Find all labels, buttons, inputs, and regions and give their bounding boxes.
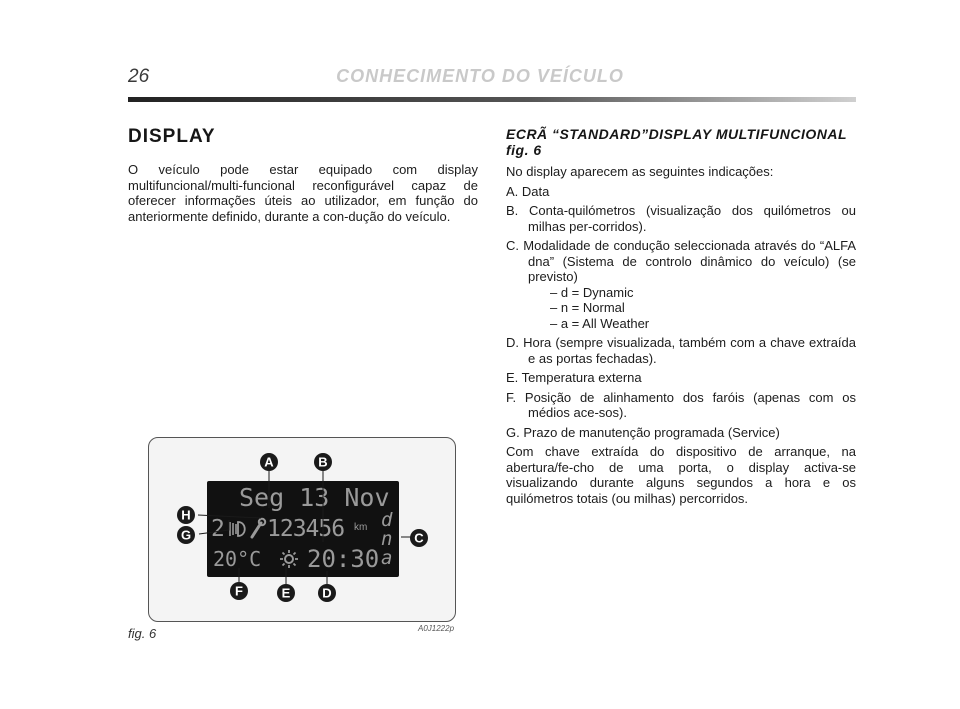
subsection-title-line1: ECRÃ “STANDARD”DISPLAY MULTIFUNCIONAL: [506, 126, 848, 142]
subsection-title: [506, 126, 856, 158]
lcd-date: Seg 13 Nov: [239, 483, 390, 512]
indication-list: [506, 184, 856, 441]
intro-paragraph: O veículo pode estar equipado com display multifuncional/multi-funcional reconfigurável capaz de oferecer informações úteis ao utilizador, em função do anteriormente definido, durante a con-dução do veículo.: [128, 162, 478, 224]
callout-e-label: E: [281, 585, 291, 601]
callout-f-label: F: [235, 583, 243, 599]
list-item-b: B. Conta-quilómetros (visualização dos quilómetros ou milhas per-corridos).: [506, 203, 856, 234]
closing-paragraph: Com chave extraída do dispositivo de arranque, na abertura/fe-cho de uma porta, o display activa-se visualizando durante alguns segundos a hora e os quilómetros totais (ou milhas) percorridos.: [506, 444, 856, 506]
lcd-odometer-unit: km: [354, 522, 368, 533]
callout-d-label: D: [322, 585, 332, 601]
lcd-temperature: 20°C: [213, 547, 262, 571]
callout-h-label: H: [181, 507, 191, 523]
figure-caption: fig. 6: [128, 626, 157, 641]
callout-g: [176, 525, 196, 545]
callout-f: [229, 581, 249, 601]
figure-frame: [148, 437, 456, 622]
callout-h: [176, 505, 196, 525]
lcd-mode-d: d: [381, 509, 393, 531]
list-item-c: [506, 238, 856, 331]
list-item-f: F. Posição de alinhamento dos faróis (apenas com os médios ace-sos).: [506, 389, 856, 420]
callout-g-label: G: [180, 527, 192, 543]
list-intro: No display aparecem as seguintes indicações:: [506, 164, 774, 179]
lcd-headlight-level: 2: [211, 516, 225, 542]
callout-e: [276, 583, 296, 603]
list-item-e: E. Temperatura externa: [506, 370, 642, 385]
callout-c-label: C: [414, 530, 424, 546]
list-item-a: A. Data: [506, 183, 550, 199]
left-column: [128, 126, 478, 224]
callout-a-label: A: [264, 454, 274, 470]
section-title: DISPLAY: [128, 126, 216, 147]
figure-code: A0J1222p: [418, 624, 455, 633]
lcd-mode-n: n: [381, 528, 393, 550]
list-item-g: G. Prazo de manutenção programada (Service): [506, 424, 780, 440]
mode-all-weather: – a = All Weather: [550, 315, 650, 331]
callout-a: [259, 452, 279, 472]
list-item-d: D. Hora (sempre visualizada, também com a chave extraída e as portas fechadas).: [506, 335, 856, 366]
callout-d: [317, 583, 337, 603]
header-rule: [128, 97, 856, 102]
callout-c: [409, 528, 429, 548]
mode-dynamic: – d = Dynamic: [550, 284, 634, 300]
subsection-title-fig-ref: fig. 6: [506, 142, 542, 158]
lcd-mode-a: a: [381, 547, 393, 569]
callout-b-label: B: [318, 454, 328, 470]
running-head: CONHECIMENTO DO VEÍCULO: [336, 66, 624, 86]
list-item-c-text: C. Modalidade de condução seleccionada através do “ALFA dna” (Sistema de controlo dinâmico do veículo) (se previsto): [506, 238, 856, 284]
lcd-odometer: 123456: [267, 516, 345, 542]
callout-b: [313, 452, 333, 472]
right-column: [506, 126, 856, 506]
page-number: 26: [128, 66, 150, 87]
lcd-clock: 20:30: [307, 545, 380, 573]
mode-normal: – n = Normal: [550, 300, 625, 315]
